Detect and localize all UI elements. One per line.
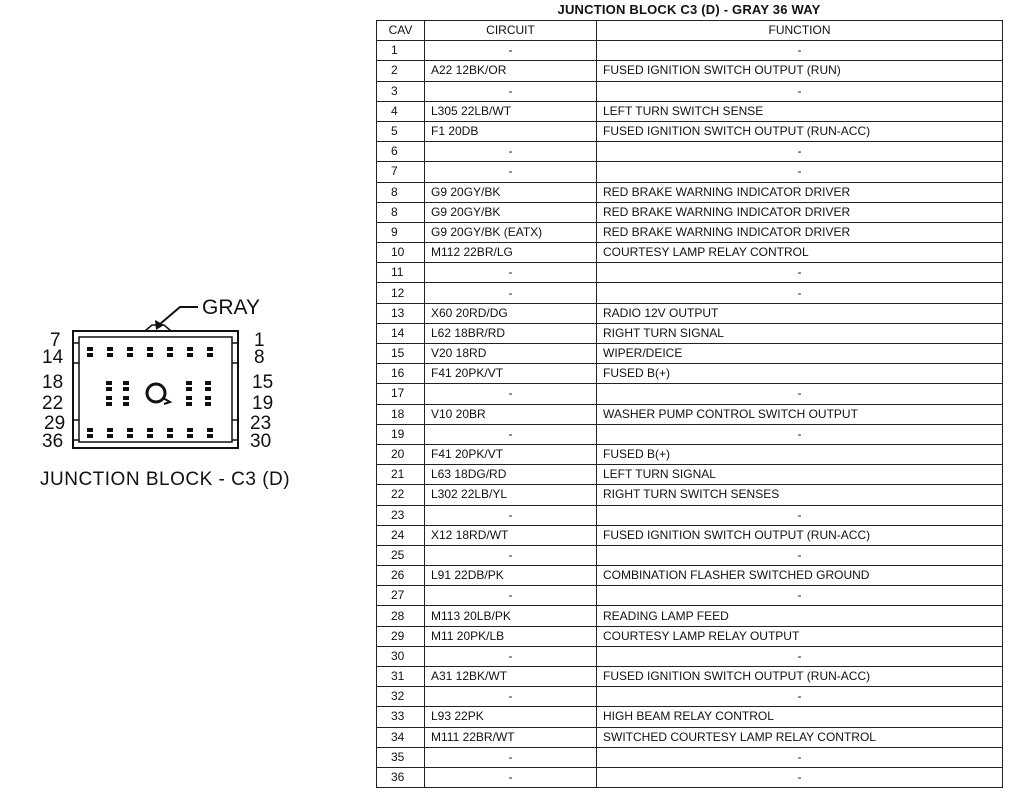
terminal-cavity-icon: [127, 353, 133, 357]
cell-function: COURTESY LAMP RELAY CONTROL: [597, 243, 1003, 263]
terminal-cavity-icon: [167, 428, 173, 432]
terminal-cavity-icon: [186, 402, 192, 406]
cell-circuit: -: [425, 505, 597, 525]
table-row: [377, 323, 1003, 343]
table-row: [377, 364, 1003, 384]
cell-circuit: -: [425, 283, 597, 303]
cell-circuit: M112 22BR/LG: [425, 243, 597, 263]
cell-function: -: [597, 424, 1003, 444]
table-row: [377, 626, 1003, 646]
terminal-cavity-icon: [167, 434, 173, 438]
terminal-cavity-icon: [187, 353, 193, 357]
cell-circuit: G9 20GY/BK (EATX): [425, 222, 597, 242]
cell-cav: 31: [377, 667, 425, 687]
terminal-cavity-icon: [147, 353, 153, 357]
cell-function: FUSED IGNITION SWITCH OUTPUT (RUN): [597, 61, 1003, 81]
connector-face-drawing: [0, 0, 360, 520]
cell-circuit: A22 12BK/OR: [425, 61, 597, 81]
cell-circuit: -: [425, 767, 597, 787]
cell-circuit: X60 20RD/DG: [425, 303, 597, 323]
cell-function: FUSED IGNITION SWITCH OUTPUT (RUN-ACC): [597, 121, 1003, 141]
terminal-cavity-icon: [147, 347, 153, 351]
terminal-cavity-icon: [187, 428, 193, 432]
cell-function: -: [597, 586, 1003, 606]
terminal-cavities: [87, 347, 213, 438]
cell-function: -: [597, 41, 1003, 61]
table-row: [377, 485, 1003, 505]
cell-circuit: M11 20PK/LB: [425, 626, 597, 646]
pin-label-row4-right: 30: [250, 431, 272, 452]
cell-function: RADIO 12V OUTPUT: [597, 303, 1003, 323]
table-row: [377, 465, 1003, 485]
cell-cav: 7: [377, 162, 425, 182]
cell-function: FUSED IGNITION SWITCH OUTPUT (RUN-ACC): [597, 525, 1003, 545]
cell-cav: 3: [377, 81, 425, 101]
cell-function: -: [597, 263, 1003, 283]
cell-cav: 11: [377, 263, 425, 283]
table-row: [377, 202, 1003, 222]
cell-circuit: M111 22BR/WT: [425, 727, 597, 747]
cell-circuit: -: [425, 162, 597, 182]
cell-cav: 13: [377, 303, 425, 323]
cell-cav: 32: [377, 687, 425, 707]
cell-cav: 1: [377, 41, 425, 61]
cell-function: -: [597, 162, 1003, 182]
cell-circuit: V20 18RD: [425, 344, 597, 364]
cell-circuit: -: [425, 747, 597, 767]
cell-cav: 29: [377, 626, 425, 646]
terminal-cavity-icon: [87, 347, 93, 351]
cell-circuit: -: [425, 384, 597, 404]
cell-cav: 23: [377, 505, 425, 525]
terminal-cavity-icon: [186, 387, 192, 391]
cell-function: -: [597, 687, 1003, 707]
table-row: [377, 384, 1003, 404]
terminal-cavity-icon: [187, 434, 193, 438]
center-bolt-icon: [147, 384, 170, 404]
table-row: [377, 121, 1003, 141]
callout-leader-line: [160, 307, 198, 324]
terminal-cavity-icon: [123, 387, 129, 391]
pin-label-mid2-right: 19: [252, 393, 274, 414]
table-row: [377, 182, 1003, 202]
table-row: [377, 263, 1003, 283]
terminal-cavity-icon: [87, 353, 93, 357]
cell-cav: 28: [377, 606, 425, 626]
cell-function: LEFT TURN SWITCH SENSE: [597, 101, 1003, 121]
connector-housing: [73, 325, 238, 448]
table-row: [377, 707, 1003, 727]
terminal-cavity-icon: [107, 347, 113, 351]
cell-circuit: F41 20PK/VT: [425, 364, 597, 384]
cell-circuit: V10 20BR: [425, 404, 597, 424]
cell-function: FUSED IGNITION SWITCH OUTPUT (RUN-ACC): [597, 667, 1003, 687]
terminal-cavity-icon: [167, 347, 173, 351]
table-row: [377, 727, 1003, 747]
table-row: [377, 283, 1003, 303]
terminal-cavity-icon: [123, 396, 129, 400]
terminal-cavity-icon: [106, 381, 112, 385]
cell-cav: 24: [377, 525, 425, 545]
terminal-cavity-icon: [186, 381, 192, 385]
table-row: [377, 566, 1003, 586]
table-row: [377, 303, 1003, 323]
cell-function: -: [597, 505, 1003, 525]
table-row: [377, 545, 1003, 565]
header-function: FUNCTION: [597, 21, 1003, 41]
table-row: [377, 687, 1003, 707]
terminal-cavity-icon: [123, 402, 129, 406]
pin-label-row4-right-top: 23: [250, 413, 272, 434]
terminal-cavity-icon: [205, 387, 211, 391]
terminal-cavity-icon: [207, 353, 213, 357]
terminal-cavity-icon: [107, 353, 113, 357]
table-row: [377, 505, 1003, 525]
cell-cav: 16: [377, 364, 425, 384]
terminal-cavity-icon: [87, 428, 93, 432]
cell-cav: 21: [377, 465, 425, 485]
terminal-cavity-icon: [186, 396, 192, 400]
terminal-cavity-icon: [127, 347, 133, 351]
table-row: [377, 525, 1003, 545]
pinout-table: [376, 20, 1003, 788]
cell-function: -: [597, 646, 1003, 666]
cell-circuit: -: [425, 41, 597, 61]
table-row: [377, 646, 1003, 666]
cell-function: WASHER PUMP CONTROL SWITCH OUTPUT: [597, 404, 1003, 424]
table-header-row: [377, 21, 1003, 41]
cell-circuit: -: [425, 81, 597, 101]
terminal-cavity-icon: [87, 434, 93, 438]
terminal-cavity-icon: [205, 381, 211, 385]
cell-circuit: F1 20DB: [425, 121, 597, 141]
terminal-cavity-icon: [205, 402, 211, 406]
terminal-cavity-icon: [167, 353, 173, 357]
table-row: [377, 142, 1003, 162]
cell-cav: 15: [377, 344, 425, 364]
cell-circuit: F41 20PK/VT: [425, 444, 597, 464]
pin-label-top-right: 1: [254, 330, 265, 351]
cell-cav: 34: [377, 727, 425, 747]
terminal-cavity-icon: [147, 428, 153, 432]
terminal-cavity-icon: [106, 396, 112, 400]
cell-function: COMBINATION FLASHER SWITCHED GROUND: [597, 566, 1003, 586]
header-circuit: CIRCUIT: [425, 21, 597, 41]
cell-cav: 33: [377, 707, 425, 727]
cell-function: FUSED B(+): [597, 444, 1003, 464]
cell-cav: 6: [377, 142, 425, 162]
terminal-cavity-icon: [106, 402, 112, 406]
table-title: JUNCTION BLOCK C3 (D) - GRAY 36 WAY: [557, 2, 821, 17]
color-callout-label: GRAY: [202, 296, 260, 319]
cell-circuit: L62 18BR/RD: [425, 323, 597, 343]
terminal-cavity-icon: [106, 387, 112, 391]
table-row: [377, 404, 1003, 424]
cell-cav: 27: [377, 586, 425, 606]
table-body: [377, 41, 1003, 788]
cell-function: RED BRAKE WARNING INDICATOR DRIVER: [597, 202, 1003, 222]
table-row: [377, 162, 1003, 182]
table-row: [377, 667, 1003, 687]
cell-cav: 9: [377, 222, 425, 242]
table-row: [377, 81, 1003, 101]
terminal-cavity-icon: [123, 381, 129, 385]
cell-circuit: -: [425, 646, 597, 666]
cell-cav: 18: [377, 404, 425, 424]
cell-function: -: [597, 81, 1003, 101]
cell-circuit: -: [425, 687, 597, 707]
terminal-cavity-icon: [127, 428, 133, 432]
cell-cav: 19: [377, 424, 425, 444]
cell-circuit: M113 20LB/PK: [425, 606, 597, 626]
terminal-cavity-icon: [147, 434, 153, 438]
table-row: [377, 767, 1003, 787]
table-row: [377, 344, 1003, 364]
cell-cav: 4: [377, 101, 425, 121]
cell-circuit: A31 12BK/WT: [425, 667, 597, 687]
table-row: [377, 41, 1003, 61]
cell-function: HIGH BEAM RELAY CONTROL: [597, 707, 1003, 727]
cell-cav: 17: [377, 384, 425, 404]
cell-cav: 20: [377, 444, 425, 464]
cell-circuit: -: [425, 424, 597, 444]
cell-function: LEFT TURN SIGNAL: [597, 465, 1003, 485]
cell-cav: 22: [377, 485, 425, 505]
cell-function: RED BRAKE WARNING INDICATOR DRIVER: [597, 182, 1003, 202]
cell-function: RED BRAKE WARNING INDICATOR DRIVER: [597, 222, 1003, 242]
cell-cav: 25: [377, 545, 425, 565]
cell-circuit: L93 22PK: [425, 707, 597, 727]
cell-cav: 5: [377, 121, 425, 141]
cell-cav: 14: [377, 323, 425, 343]
terminal-cavity-icon: [187, 347, 193, 351]
table-row: [377, 243, 1003, 263]
cell-circuit: X12 18RD/WT: [425, 525, 597, 545]
header-cav: CAV: [377, 21, 425, 41]
pin-label-row4-left: 36: [42, 431, 64, 452]
cell-circuit: -: [425, 263, 597, 283]
terminal-cavity-icon: [207, 347, 213, 351]
cell-circuit: L63 18DG/RD: [425, 465, 597, 485]
cell-function: -: [597, 545, 1003, 565]
table-row: [377, 444, 1003, 464]
pin-label-top-left: 7: [50, 330, 61, 351]
pin-label-mid1-left: 18: [42, 372, 64, 393]
terminal-cavity-icon: [127, 434, 133, 438]
cell-circuit: L302 22LB/YL: [425, 485, 597, 505]
cell-cav: 8: [377, 182, 425, 202]
cell-function: -: [597, 747, 1003, 767]
cell-circuit: L305 22LB/WT: [425, 101, 597, 121]
pin-label-mid2-left: 22: [42, 393, 64, 414]
cell-function: READING LAMP FEED: [597, 606, 1003, 626]
connector-caption: JUNCTION BLOCK - C3 (D): [40, 469, 291, 490]
terminal-cavity-icon: [205, 396, 211, 400]
cell-function: WIPER/DEICE: [597, 344, 1003, 364]
cell-circuit: -: [425, 545, 597, 565]
cell-cav: 10: [377, 243, 425, 263]
pin-label-mid1-right: 15: [252, 372, 274, 393]
table-row: [377, 747, 1003, 767]
pin-label-row1-left: 14: [42, 347, 64, 368]
table-row: [377, 586, 1003, 606]
cell-function: COURTESY LAMP RELAY OUTPUT: [597, 626, 1003, 646]
cell-function: -: [597, 767, 1003, 787]
cell-function: -: [597, 384, 1003, 404]
connector-diagram: [0, 0, 360, 520]
terminal-cavity-icon: [207, 434, 213, 438]
cell-cav: 26: [377, 566, 425, 586]
cell-cav: 35: [377, 747, 425, 767]
table-row: [377, 61, 1003, 81]
table-row: [377, 606, 1003, 626]
cell-circuit: L91 22DB/PK: [425, 566, 597, 586]
cell-function: RIGHT TURN SWITCH SENSES: [597, 485, 1003, 505]
cell-function: SWITCHED COURTESY LAMP RELAY CONTROL: [597, 727, 1003, 747]
table-row: [377, 101, 1003, 121]
cell-cav: 30: [377, 646, 425, 666]
cell-circuit: G9 20GY/BK: [425, 202, 597, 222]
table-row: [377, 222, 1003, 242]
cell-function: -: [597, 142, 1003, 162]
pin-label-row1-right: 8: [254, 347, 265, 368]
terminal-cavity-icon: [107, 434, 113, 438]
cell-cav: 8: [377, 202, 425, 222]
cell-circuit: -: [425, 142, 597, 162]
cell-function: RIGHT TURN SIGNAL: [597, 323, 1003, 343]
cell-function: FUSED B(+): [597, 364, 1003, 384]
terminal-cavity-icon: [107, 428, 113, 432]
cell-cav: 12: [377, 283, 425, 303]
table-row: [377, 424, 1003, 444]
cell-cav: 36: [377, 767, 425, 787]
terminal-cavity-icon: [207, 428, 213, 432]
cell-function: -: [597, 283, 1003, 303]
pin-label-row4-left-top: 29: [44, 413, 66, 434]
cell-circuit: -: [425, 586, 597, 606]
cell-circuit: G9 20GY/BK: [425, 182, 597, 202]
cell-cav: 2: [377, 61, 425, 81]
